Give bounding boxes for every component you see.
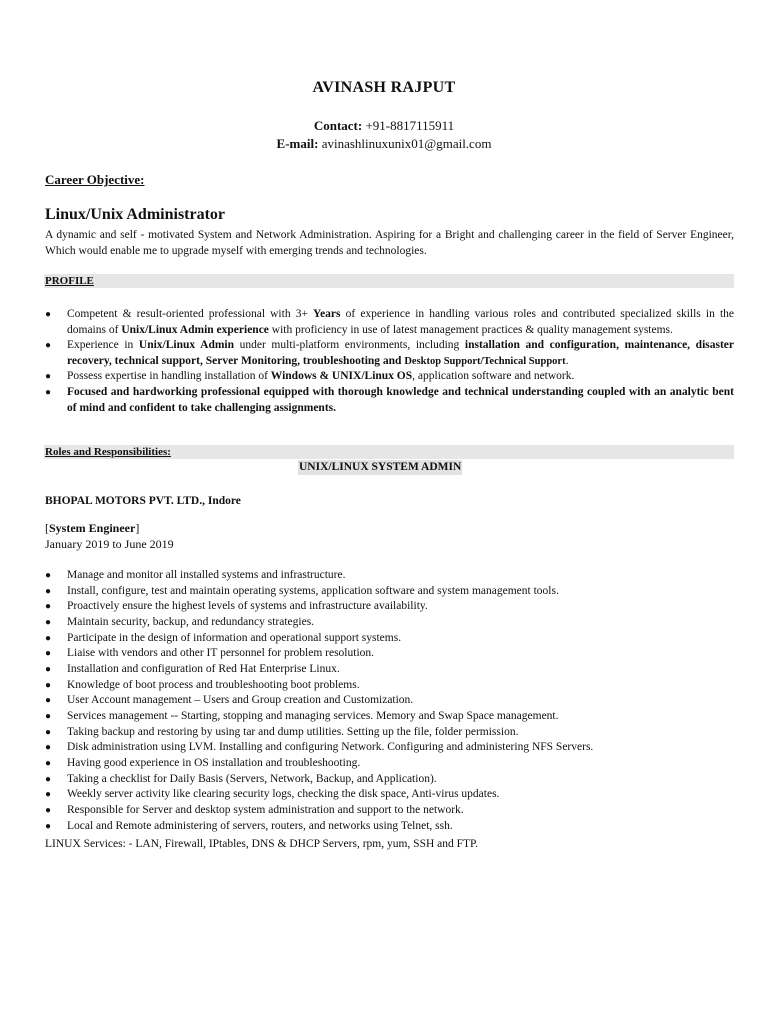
bullet-icon: ●	[45, 616, 52, 628]
bullet-icon: ●	[45, 570, 52, 581]
list-item: ● Services management -- Starting, stopping and managing services. Memory and Swap Space management.	[45, 709, 734, 725]
email-line	[0, 136, 768, 152]
bullet-icon: ●	[45, 386, 52, 398]
contact-phone: +91-8817115911	[365, 118, 455, 133]
list-item: ● Competent & result-oriented professional with 3+ Years of experience in handling various roles and contributed specialized skills in the domains of Unix/Linux Admin experience with proficiency in use of latest management practices & quality management systems.	[45, 308, 734, 336]
bullet-icon: ●	[45, 742, 52, 754]
linux-services: LINUX Services: - LAN, Firewall, IPtables, DNS & DHCP Servers, rpm, yum, SSH and FTP.	[45, 838, 479, 850]
list-item: ● Maintain security, backup, and redundancy strategies.	[45, 615, 734, 631]
list-item: ● Disk administration using LVM. Installing and configuring Network. Configuring and administering NFS Servers.	[45, 740, 734, 756]
bullet-icon: ●	[45, 695, 52, 707]
contact-line	[0, 118, 768, 134]
list-item: ● Local and Remote administering of servers, routers, and networks using Telnet, ssh.	[45, 819, 734, 835]
bullet-icon: ●	[45, 804, 52, 816]
list-item: ● Having good experience in OS installation and troubleshooting.	[45, 756, 734, 772]
role-title: Linux/Unix Administrator	[45, 206, 226, 223]
roles-section-bar	[44, 445, 734, 459]
bullet-icon: ●	[45, 726, 52, 738]
bullet-icon: ●	[45, 663, 52, 675]
list-item: ● Possess expertise in handling installation of Windows & UNIX/Linux OS, application software and network.	[45, 369, 734, 385]
profile-heading: PROFILE	[45, 275, 94, 287]
list-item: ● Taking backup and restoring by using tar and dump utilities. Setting up the file, folder permission.	[45, 725, 734, 741]
email-address[interactable]: avinashlinuxunix01@gmail.com	[321, 136, 492, 151]
profile-section-bar	[44, 274, 734, 288]
list-item: ● Install, configure, test and maintain operating systems, application software and system management tools.	[45, 584, 734, 600]
list-item: ● Participate in the design of information and operational support systems.	[45, 631, 734, 647]
roles-heading: Roles and Responsibilities:	[45, 446, 171, 458]
bullet-icon: ●	[45, 585, 52, 597]
list-item: ● Installation and configuration of Red Hat Enterprise Linux.	[45, 662, 734, 678]
list-item: ● Manage and monitor all installed systems and infrastructure.	[45, 568, 734, 584]
contact-label: Contact:	[313, 118, 363, 133]
designation-title: System Engineer	[49, 521, 136, 535]
bullet-icon: ●	[45, 757, 52, 769]
career-objective-text: A dynamic and self - motivated System and Network Administration. Aspiring for a Bright and challenging career in the field of Server Engineer, Which would enable me to upgrade myself with emerging trends and technologies.	[45, 229, 734, 257]
candidate-name: AVINASH RAJPUT	[312, 79, 456, 96]
duties-list	[45, 568, 734, 834]
career-objective-heading: Career Objective:	[45, 172, 145, 187]
bullet-icon: ●	[45, 632, 52, 644]
bullet-icon: ●	[45, 789, 52, 801]
bullet-icon: ●	[45, 773, 52, 785]
list-item: ● Weekly server activity like clearing security logs, checking the disk space, Anti-virus updates.	[45, 787, 734, 803]
list-item: ● Taking a checklist for Daily Basis (Servers, Network, Backup, and Application).	[45, 772, 734, 788]
email-label: E-mail:	[276, 136, 319, 151]
list-item: ● Focused and hardworking professional equipped with thorough knowledge and technical understanding coupled with an analytic bent of mind and confident to take challenging assignments.	[45, 385, 734, 414]
designation: [System Engineer]	[45, 521, 140, 535]
bullet-icon: ●	[45, 820, 52, 832]
list-item: ● Proactively ensure the highest levels of systems and infrastructure availability.	[45, 599, 734, 615]
bullet-icon: ●	[45, 371, 52, 383]
bullet-icon: ●	[45, 601, 52, 613]
list-item: ● Liaise with vendors and other IT personnel for problem resolution.	[45, 646, 734, 662]
bullet-icon: ●	[45, 340, 52, 352]
bullet-icon: ●	[45, 679, 52, 691]
bullet-icon: ●	[45, 648, 52, 660]
list-item: ● Responsible for Server and desktop system administration and support to the network.	[45, 803, 734, 819]
list-item: ● User Account management – Users and Group creation and Customization.	[45, 693, 734, 709]
employment-dates: January 2019 to June 2019	[45, 537, 174, 551]
profile-list	[45, 307, 734, 416]
position-tag: UNIX/LINUX SYSTEM ADMIN	[299, 461, 462, 473]
list-item: ● Knowledge of boot process and troubleshooting boot problems.	[45, 678, 734, 694]
bullet-icon: ●	[45, 309, 52, 320]
bullet-icon: ●	[45, 710, 52, 722]
company-name: BHOPAL MOTORS PVT. LTD., Indore	[45, 495, 241, 507]
list-item: ● Experience in Unix/Linux Admin under multi-platform environments, including installation and configuration, maintenance, disaster recovery, technical support, Server Monitoring, troubleshooting and Desktop Support/Technical Support.	[45, 339, 734, 367]
